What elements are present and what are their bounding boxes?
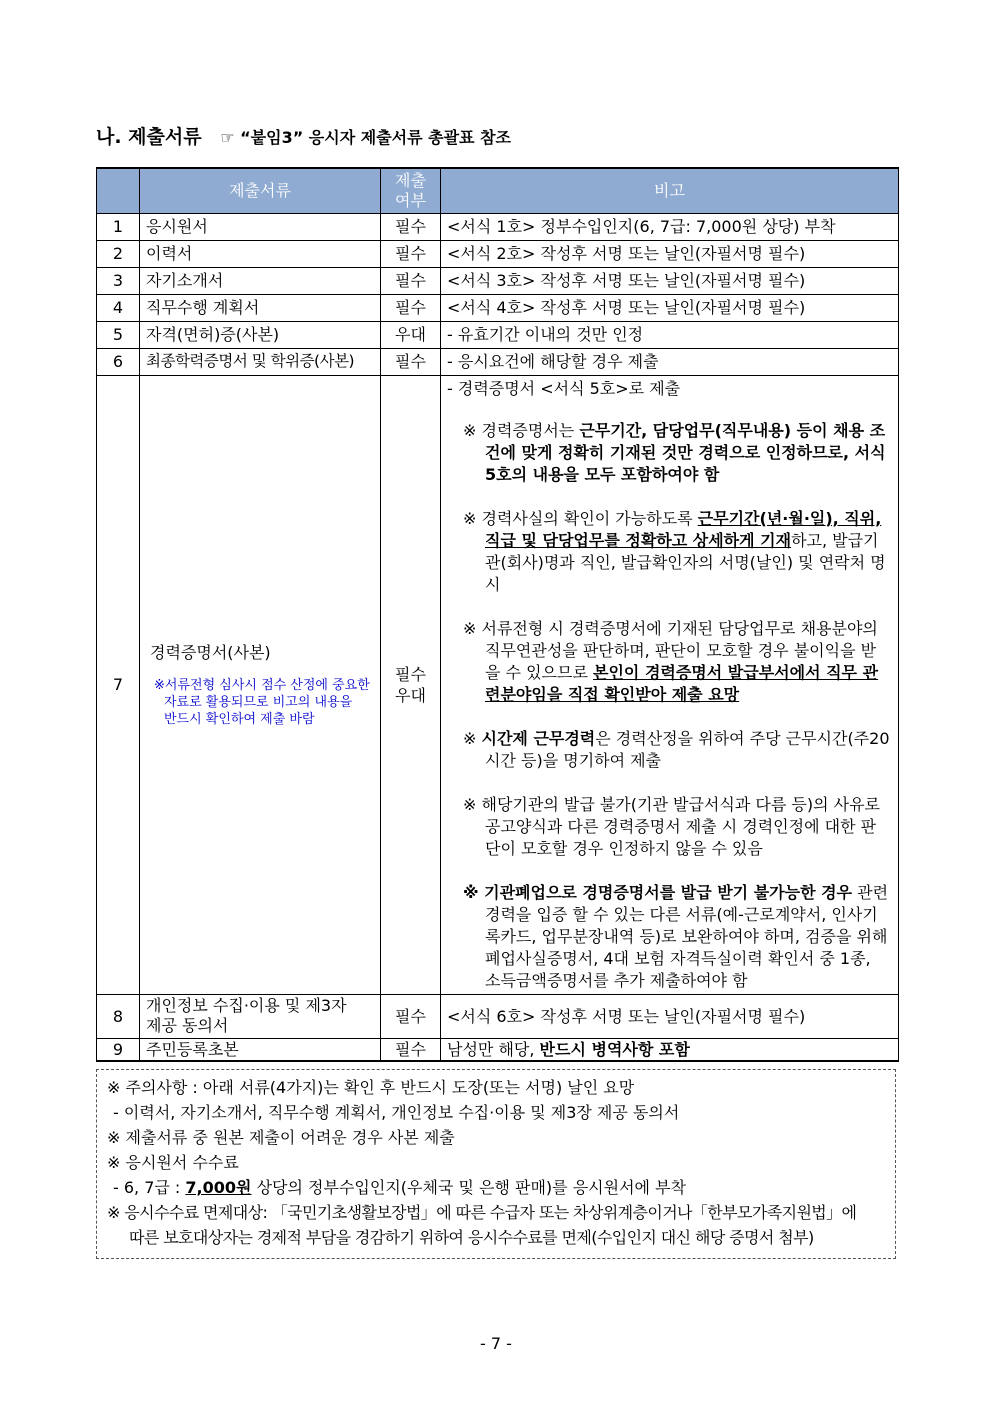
header-remark: 비고: [441, 168, 899, 213]
table-row: [97, 294, 899, 321]
row-required: 필수: [381, 994, 441, 1038]
career-note-5: ※ 해당기관의 발급 불가(기관 발급서식과 다름 등)의 사유로 공고양식과 다른 경력증명서 제출 시 경력인정에 대한 판단이 모호할 경우 인정하지 않을 수 있음: [463, 794, 880, 858]
row-document: 이력서: [140, 240, 381, 267]
row-number: 5: [97, 321, 140, 348]
row-document: 자기소개서: [140, 267, 381, 294]
career-doc-label: 경력증명서(사본): [150, 642, 271, 662]
row-number: 6: [97, 348, 140, 375]
row-remark: - 유효기간 이내의 것만 인정: [441, 321, 899, 348]
row-document: 개인정보 수집·이용 및 제3자 제공 동의서: [140, 994, 381, 1038]
row-document: 주민등록초본: [140, 1038, 381, 1061]
notes-line: ※ 응시원서 수수료: [107, 1153, 239, 1172]
row-remark: <서식 4호> 작성후 서명 또는 날인(자필서명 필수): [441, 294, 899, 321]
table-row: [97, 213, 899, 240]
table-row: [97, 240, 899, 267]
row-document: 직무수행 계획서: [140, 294, 381, 321]
career-note-4: ※ 시간제 근무경력은 경력산정을 위하여 주당 근무시간(주20시간 등)을 명기하여 제출: [463, 728, 890, 770]
row-number: 3: [97, 267, 140, 294]
row-required: 필수: [381, 1038, 441, 1061]
header-document: 제출서류: [140, 168, 381, 213]
career-intro: - 경력증명서 <서식 5호>로 제출: [447, 378, 681, 398]
table-row: [97, 348, 899, 375]
pointing-hand-icon: ☞: [220, 128, 235, 147]
row-number: 2: [97, 240, 140, 267]
career-note-2: ※ 경력사실의 확인이 가능하도록 근무기간(년·월·일), 직위, 직급 및 담당업무를 정확하고 상세하게 기재하고, 발급기관(회사)명과 직인, 발급확인자의 서명(날인) 및 연락처 명시: [463, 508, 886, 594]
header-required: 제출 여부: [381, 168, 441, 213]
section-reference: “붙임3” 응시자 제출서류 총괄표 참조: [240, 128, 511, 147]
row-number: 7: [97, 375, 140, 994]
notes-line: ※ 제출서류 중 원본 제출이 어려운 경우 사본 제출: [107, 1128, 455, 1147]
notes-box: [96, 1069, 896, 1259]
row-remark: 남성만 해당, 반드시 병역사항 포함: [441, 1038, 899, 1061]
row-required: 필수: [381, 267, 441, 294]
notes-line: ※ 주의사항 : 아래 서류(4가지)는 확인 후 반드시 도장(또는 서명) 날인 요망: [107, 1078, 635, 1097]
documents-table: [96, 167, 899, 1062]
row-remark: [441, 375, 899, 994]
notes-line: - 6, 7급 : 7,000원 상당의 정부수입인지(우체국 및 은행 판매)를 응시원서에 부착: [113, 1178, 686, 1197]
row-number: 1: [97, 213, 140, 240]
table-row: [97, 1038, 899, 1061]
row-number: 9: [97, 1038, 140, 1061]
notes-line: 따른 보호대상자는 경제적 부담을 경감하기 위하여 응시수수료를 면제(수입인지 대신 해당 증명서 첨부): [129, 1228, 814, 1247]
row-remark: - 응시요건에 해당할 경우 제출: [441, 348, 899, 375]
row-remark: <서식 2호> 작성후 서명 또는 날인(자필서명 필수): [441, 240, 899, 267]
row-required: 필수: [381, 240, 441, 267]
row-required: 필수 우대: [381, 375, 441, 994]
notes-line: ※ 응시수수료 면제대상: 「국민기초생활보장법」에 따른 수급자 또는 차상위계층이거나「한부모가족지원법」에: [107, 1203, 857, 1222]
career-doc-note: ※서류전형 심사시 점수 산정에 중요한 자료로 활용되므로 비고의 내용을 반드시 확인하여 제출 바람: [154, 677, 370, 727]
row-remark: <서식 1호> 정부수입인지(6, 7급: 7,000원 상당) 부착: [441, 213, 899, 240]
section-title: [96, 122, 511, 149]
table-row: [97, 994, 899, 1038]
row-required: 필수: [381, 294, 441, 321]
career-note-1: ※ 경력증명서는 근무기간, 담당업무(직무내용) 등이 채용 조건에 맞게 정확히 기재된 것만 경력으로 인정하므로, 서식 5호의 내용을 모두 포함하여야 함: [463, 420, 886, 484]
row-remark: <서식 3호> 작성후 서명 또는 날인(자필서명 필수): [441, 267, 899, 294]
row-required: 필수: [381, 213, 441, 240]
row-document: 최종학력증명서 및 학위증(사본): [140, 348, 381, 375]
row-document: 응시원서: [140, 213, 381, 240]
table-header-row: [97, 168, 899, 213]
row-required: 우대: [381, 321, 441, 348]
career-note-3: ※ 서류전형 시 경력증명서에 기재된 담당업무로 채용분야의 직무연관성을 판단하며, 판단이 모호할 경우 불이익을 받을 수 있으므로 본인이 경력증명서 발급부서에서 직무 관련분야임을 직접 확인받아 제출 요망: [463, 618, 879, 704]
page-number: - 7 -: [480, 1334, 512, 1353]
row-number: 4: [97, 294, 140, 321]
row-remark: <서식 6호> 작성후 서명 또는 날인(자필서명 필수): [441, 994, 899, 1038]
row-document: 자격(면허)증(사본): [140, 321, 381, 348]
row-number: 8: [97, 994, 140, 1038]
table-row: [97, 267, 899, 294]
career-note-6: ※ 기관폐업으로 경명증명서를 발급 받기 불가능한 경우 관련 경력을 입증 할 수 있는 다른 서류(예-근로계약서, 인사기록카드, 업무분장내역 등)로 보완하여야 하며, 검증을 위해 폐업사실증명서, 4대 보험 자격득실이력 확인서 중 1종, 소득금액증명서를 추가 제출하여야 함: [463, 882, 889, 990]
row-required: 필수: [381, 348, 441, 375]
table-row-career: [97, 375, 899, 994]
row-document: [140, 375, 381, 994]
section-heading: 나. 제출서류: [96, 126, 202, 148]
notes-line: - 이력서, 자기소개서, 직무수행 계획서, 개인정보 수집·이용 및 제3장 제공 동의서: [113, 1103, 680, 1122]
table-row: [97, 321, 899, 348]
header-number: [97, 168, 140, 213]
